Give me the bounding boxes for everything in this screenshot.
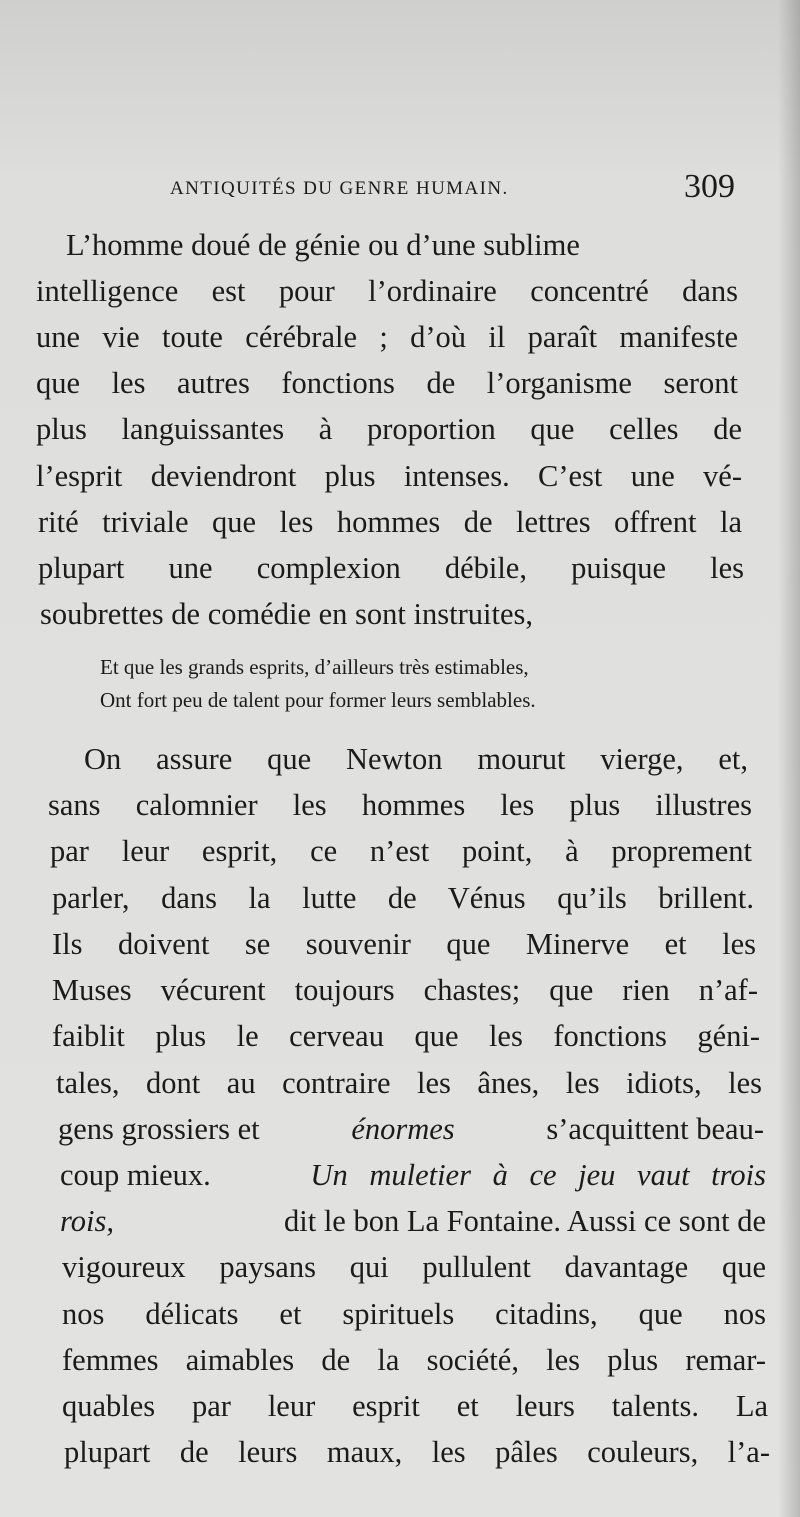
- text-line: rité triviale que les hommes de lettres offrent la: [38, 505, 742, 539]
- text-line: faiblit plus le cerveau que les fonctions géni-: [52, 1019, 760, 1053]
- text-line-muletier: [60, 1156, 766, 1194]
- text-line: par leur esprit, ce n’est point, à proprement: [50, 834, 752, 868]
- text-segment: coup mieux.: [60, 1158, 219, 1192]
- text-line-rois: [60, 1202, 766, 1240]
- italic-quote: rois,: [60, 1204, 114, 1238]
- text-line: quables par leur esprit et leurs talents. La: [62, 1389, 768, 1423]
- text-line: plupart une complexion débile, puisque les: [38, 551, 744, 585]
- text-segment: gens grossiers et: [58, 1112, 268, 1146]
- text-line: sans calomnier les hommes les plus illustres: [48, 788, 752, 822]
- text-line: que les autres fonctions de l’organisme seront: [36, 366, 738, 400]
- verse-line: Et que les grands esprits, d’ailleurs très estimables,: [100, 655, 529, 679]
- text-line: plus languissantes à proportion que celles de: [36, 412, 742, 446]
- italic-quote: Un muletier à ce jeu vaut trois: [310, 1158, 766, 1192]
- text-line: On assure que Newton mourut vierge, et,: [84, 742, 748, 776]
- verse-line: Ont fort peu de talent pour former leurs semblables.: [100, 688, 536, 712]
- page-header: [170, 168, 745, 212]
- running-head: ANTIQUITÉS DU GENRE HUMAIN.: [170, 178, 509, 199]
- text-segment: dit le bon La Fontaine. Aussi ce sont de: [276, 1204, 766, 1238]
- page-number: 309: [684, 168, 735, 205]
- text-line: L’homme doué de génie ou d’une sublime: [66, 228, 580, 262]
- italic-word: énormes: [351, 1112, 455, 1146]
- text-line: tales, dont au contraire les ânes, les idiots, les: [56, 1066, 762, 1100]
- text-line: soubrettes de comédie en sont instruites,: [40, 597, 533, 631]
- text-line: femmes aimables de la société, les plus remar-: [62, 1343, 766, 1377]
- text-line: Muses vécurent toujours chastes; que rien n’af-: [52, 973, 758, 1007]
- text-line-enormes: [58, 1110, 764, 1148]
- text-line: plupart de leurs maux, les pâles couleurs, l’a-: [64, 1435, 770, 1469]
- text-line: intelligence est pour l’ordinaire concentré dans: [36, 274, 738, 308]
- text-line: nos délicats et spirituels citadins, que nos: [62, 1297, 766, 1331]
- text-line: vigoureux paysans qui pullulent davantage que: [62, 1250, 766, 1284]
- text-line: l’esprit deviendront plus intenses. C’est une vé-: [36, 459, 742, 493]
- text-line: Ils doivent se souvenir que Minerve et les: [52, 927, 756, 961]
- text-line: parler, dans la lutte de Vénus qu’ils brillent.: [52, 881, 754, 915]
- text-line: une vie toute cérébrale ; d’où il paraît manifeste: [36, 320, 738, 354]
- text-segment: s’acquittent beau-: [538, 1112, 764, 1146]
